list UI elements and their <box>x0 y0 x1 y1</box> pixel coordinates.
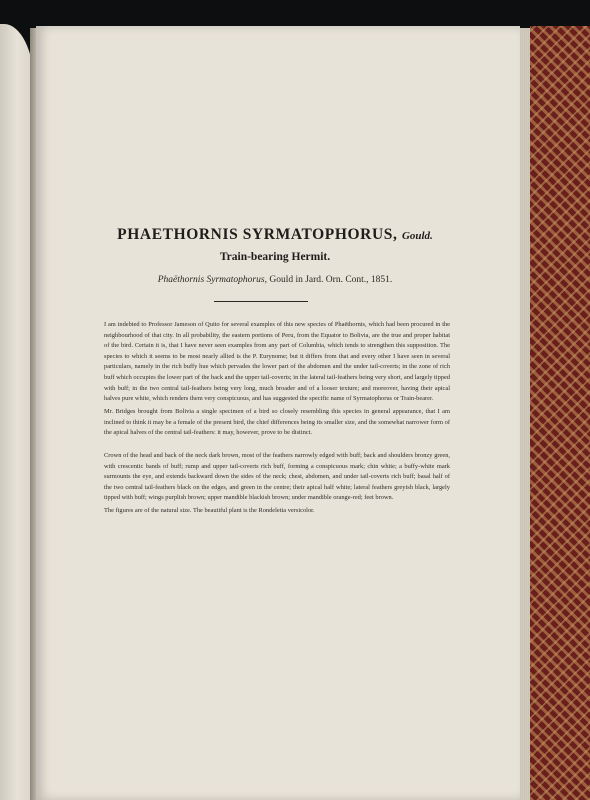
citation-ref: Gould in Jard. Orn. Cont., 1851. <box>269 275 393 285</box>
paragraph-bridges: Mr. Bridges brought from Bolivia a single specimen of a bird so closely resembling this species in general appearance, that I am inclined to think it may be a female of the present bird, the chief differences being its smaller size, and the somewhat narrower form of the apical halves of the central tail-feathers: it may, however, prove to be distinct. <box>104 408 450 437</box>
title-author: Gould. <box>401 230 433 242</box>
divider-rule <box>214 301 308 302</box>
decorated-cover-edge <box>530 26 590 800</box>
page-title <box>60 226 490 244</box>
citation <box>60 275 490 285</box>
page-subtitle: Train-bearing Hermit. <box>219 251 331 263</box>
species-name: PHAETHORNIS SYRMATOPHORUS, <box>117 226 398 243</box>
citation-name: Phaëthornis Syrmatophorus, <box>157 275 267 285</box>
paragraph-intro: I am indebted to Professor Jameson of Quito for several examples of this new species of Phaëthornis, which had been procured in the neighbourhood of that city. In all probability, the eastern portions of Peru, from the Equator to Bolivia, are the true and proper habitat of the bird. Certain it is, that I have never seen examples from any part of Columbia, which tends to strengthen this supposition. The species to which it seems to be most nearly allied is the P. Eurynome; but it differs from that and every other I have seen in several particulars, namely in the rich buffy hue which pervades the lower part of the abdomen and the under tail-coverts; in the zone of rich buff which occupies the lower part of the back and the upper tail-coverts; in the lateral tail-feathers being very short, and largely tipped with buff; in the two central tail-feathers being very long, much broader and of a looser texture; and moreover, having their apical halves pure white, which renders them very conspicuous, and has suggested the specific name of Syrmatophorus or Train-bearer. <box>104 321 450 403</box>
paragraph-figures: The figures are of the natural size. The beautiful plant is the Rondeletia versicolor. <box>104 507 315 514</box>
paragraph-description: Crown of the head and back of the neck dark brown, most of the feathers narrowly edged with buff; back and shoulders bronzy green, with crescentic bands of buff; rump and upper tail-coverts rich buff, forming a conspicuous mark; chin white; a buffy-white mark surmounts the eye, and extends backward down the sides of the neck; chest, abdomen, and under tail-coverts rich buff; basal half of the two central tail-feathers black on the edges, and green in the centre; their apical half white; lateral feathers greyish black, largely tipped with buff; wings purplish brown; upper mandible blackish brown; under mandible orange-red; feet brown. <box>104 452 450 502</box>
left-page-edge <box>0 24 34 800</box>
